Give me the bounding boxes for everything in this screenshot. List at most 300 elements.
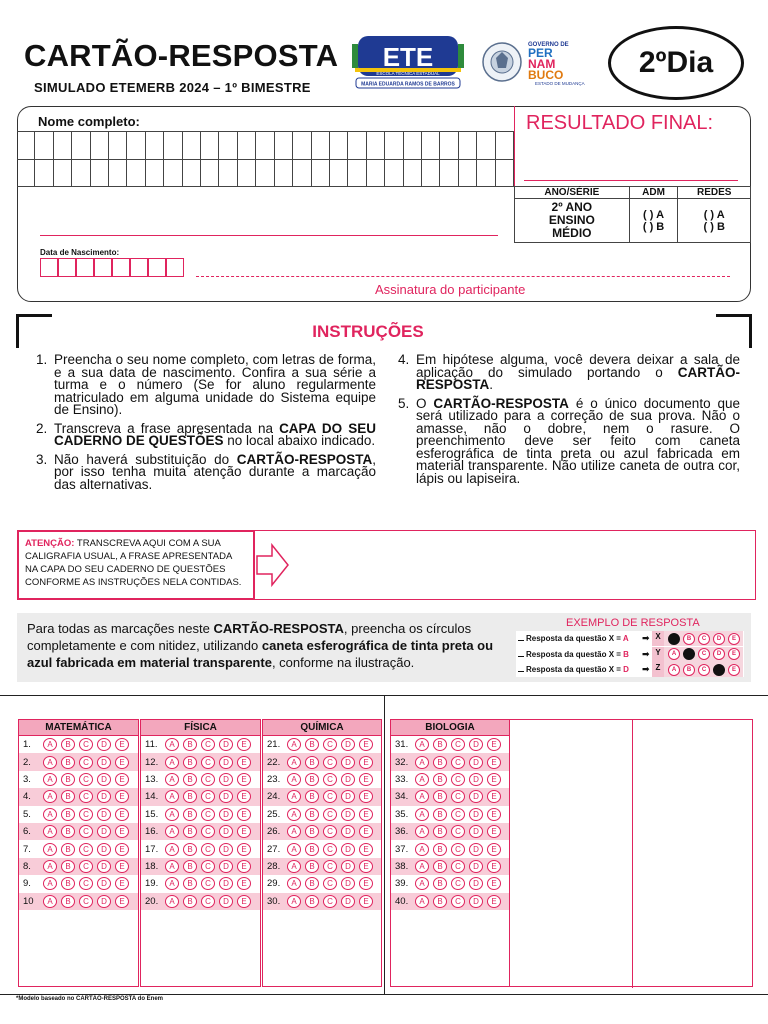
answer-bubble[interactable]: E [359,808,373,821]
name-letter-box[interactable] [72,160,90,186]
answer-bubble[interactable]: E [237,756,251,769]
name-letter-box[interactable] [385,160,403,186]
answer-bubble[interactable]: B [183,843,197,856]
answer-bubble[interactable]: A [165,773,179,786]
answer-bubble[interactable]: E [115,808,129,821]
answer-bubble[interactable]: B [183,860,197,873]
name-letter-box[interactable] [183,160,201,186]
answer-bubble[interactable]: C [79,895,93,908]
name-letter-box[interactable] [127,132,145,159]
answer-bubble[interactable]: D [219,756,233,769]
answer-bubble[interactable]: E [487,790,501,803]
name-letter-box[interactable] [330,160,348,186]
answer-bubble[interactable]: A [287,773,301,786]
name-letter-box[interactable] [219,132,237,159]
answer-bubble[interactable]: D [219,808,233,821]
name-letter-box[interactable] [293,160,311,186]
answer-bubble[interactable]: E [115,825,129,838]
answer-bubble[interactable]: A [287,738,301,751]
name-letter-box[interactable] [35,160,53,186]
answer-bubble[interactable]: E [237,808,251,821]
answer-bubble[interactable]: A [165,895,179,908]
answer-bubble[interactable]: B [433,860,447,873]
name-letter-box[interactable] [219,160,237,186]
answer-bubble[interactable]: E [237,738,251,751]
name-letter-box[interactable] [201,132,219,159]
name-letter-box[interactable] [54,132,72,159]
name-letter-box[interactable] [275,160,293,186]
name-letter-box[interactable] [312,132,330,159]
answer-bubble[interactable]: A [415,738,429,751]
question-number: 28. [267,860,281,872]
answer-bubble[interactable]: C [201,790,215,803]
answer-bubble[interactable]: B [61,895,75,908]
answer-bubble[interactable]: E [487,756,501,769]
answer-bubble[interactable]: D [469,825,483,838]
answer-bubble[interactable]: A [415,773,429,786]
answer-bubble[interactable]: A [165,790,179,803]
dob-boxes[interactable] [40,258,184,277]
answer-bubble[interactable]: D [341,877,355,890]
question-row [141,753,260,770]
answer-bubble[interactable]: E [237,860,251,873]
answer-bubble[interactable]: D [219,843,233,856]
answer-bubble[interactable]: C [201,773,215,786]
answer-bubble[interactable]: C [79,773,93,786]
answer-bubble[interactable]: D [469,877,483,890]
question-number: 25. [267,808,281,820]
answer-bubble[interactable]: B [433,773,447,786]
answer-bubble[interactable]: E [237,895,251,908]
dob-digit-box[interactable] [58,258,76,277]
dob-digit-box[interactable] [112,258,130,277]
answer-bubble[interactable]: C [323,738,337,751]
answer-bubble[interactable]: B [433,808,447,821]
answer-bubble[interactable]: D [341,773,355,786]
name-letter-box[interactable] [164,160,182,186]
answer-bubble[interactable]: A [287,756,301,769]
answer-bubble[interactable]: D [219,825,233,838]
answer-bubble[interactable]: B [433,895,447,908]
answer-bubble[interactable]: E [115,877,129,890]
question-number: 33. [395,773,409,785]
answer-bubble[interactable]: C [323,895,337,908]
question-row [141,823,260,840]
name-letter-box[interactable] [330,132,348,159]
answer-bubble[interactable]: D [97,860,111,873]
name-letter-box[interactable] [404,160,422,186]
answer-bubble[interactable]: B [61,843,75,856]
answer-bubble[interactable]: A [165,860,179,873]
dob-digit-box[interactable] [94,258,112,277]
answer-bubble[interactable]: D [341,790,355,803]
answer-bubble[interactable]: D [97,773,111,786]
redes-option-b[interactable]: ( ) B [703,220,725,233]
governo-pernambuco-logo [482,38,600,86]
answer-bubble[interactable]: E [487,773,501,786]
ete-logo-line2: MARIA EDUARDA RAMOS DE BARROS [361,81,455,88]
answer-bubble[interactable]: D [97,825,111,838]
answer-bubble[interactable]: A [43,790,57,803]
example-text-bold: CARTÃO-RESPOSTA [213,621,344,636]
name-letter-box[interactable] [348,132,366,159]
answer-bubble[interactable]: E [115,773,129,786]
answer-bubble[interactable]: B [61,756,75,769]
question-number: 34. [395,791,409,803]
answer-bubble[interactable]: B [433,843,447,856]
answer-bubble[interactable]: B [183,773,197,786]
answer-bubble[interactable]: C [323,790,337,803]
answer-bubble[interactable]: C [79,756,93,769]
answer-bubble[interactable]: E [359,773,373,786]
answer-bubble[interactable]: C [79,808,93,821]
answer-bubble[interactable]: D [469,843,483,856]
name-grid[interactable] [17,131,514,187]
answer-bubble[interactable]: A [43,808,57,821]
answer-bubble[interactable]: E [359,877,373,890]
question-row [141,771,260,788]
name-letter-box[interactable] [367,132,385,159]
answer-bubble[interactable]: D [219,773,233,786]
answer-bubble[interactable]: D [219,860,233,873]
ete-logo-line1: ESCOLA TÉCNICA ESTADUAL [376,71,440,76]
name-letter-box[interactable] [146,132,164,159]
answer-bubble[interactable]: E [487,738,501,751]
answer-bubble[interactable]: B [433,738,447,751]
name-letter-box[interactable] [404,132,422,159]
answer-bubble[interactable]: D [469,860,483,873]
answer-bubble[interactable]: E [359,895,373,908]
answer-bubble[interactable]: E [359,860,373,873]
answer-bubble[interactable]: C [323,825,337,838]
name-letter-box[interactable] [91,160,109,186]
answer-bubble[interactable]: E [237,843,251,856]
answer-bubble[interactable]: C [323,773,337,786]
answer-bubble[interactable]: E [359,756,373,769]
question-row [391,893,509,910]
answer-bubble[interactable]: B [305,773,319,786]
name-letter-box[interactable] [275,132,293,159]
answer-bubble[interactable]: D [97,808,111,821]
name-letter-box[interactable] [440,160,458,186]
answer-bubble[interactable]: E [115,738,129,751]
answer-bubble[interactable]: C [201,756,215,769]
name-letter-box[interactable] [256,132,274,159]
answer-bubble[interactable]: A [287,843,301,856]
gov-logo-line2: ESTADO DE MUDANÇA [535,81,585,86]
answer-bubble[interactable]: A [415,808,429,821]
answer-bubble[interactable]: B [183,825,197,838]
answer-bubble[interactable]: E [237,790,251,803]
answer-bubble[interactable]: C [323,860,337,873]
answer-bubble[interactable]: B [61,790,75,803]
answer-bubble[interactable]: D [97,895,111,908]
answer-bubble[interactable]: D [341,860,355,873]
answer-bubble[interactable]: E [237,773,251,786]
name-letter-box[interactable] [109,132,127,159]
answer-bubble[interactable]: A [415,895,429,908]
answer-bubble[interactable]: B [61,738,75,751]
answer-bubble[interactable]: D [341,756,355,769]
answer-bubble[interactable]: B [61,877,75,890]
answer-bubble[interactable]: C [79,877,93,890]
name-letter-box[interactable] [422,132,440,159]
name-grid-row [17,131,514,159]
name-letter-box[interactable] [91,132,109,159]
name-letter-box[interactable] [183,132,201,159]
answer-bubble[interactable]: A [415,843,429,856]
name-letter-box[interactable] [164,132,182,159]
name-letter-box[interactable] [72,132,90,159]
answer-bubble[interactable]: C [201,843,215,856]
answer-bubble[interactable]: B [183,738,197,751]
answer-bubble[interactable]: C [323,756,337,769]
answer-bubble[interactable]: B [61,773,75,786]
name-letter-box[interactable] [385,132,403,159]
question-number: 5. [23,808,31,820]
name-letter-box[interactable] [109,160,127,186]
example-bubble: E [728,664,740,676]
answer-bubble[interactable]: E [359,843,373,856]
answer-bubble[interactable]: E [237,825,251,838]
question-row [263,893,381,910]
answer-bubble[interactable]: C [79,860,93,873]
answer-bubble[interactable]: A [415,825,429,838]
answer-bubble[interactable]: C [323,808,337,821]
answer-bubble[interactable]: A [165,738,179,751]
answer-bubble[interactable]: A [287,860,301,873]
name-letter-box[interactable] [459,132,477,159]
answer-bubble[interactable]: D [341,808,355,821]
gov-logo-nam: NAM [528,57,556,71]
answer-bubble[interactable]: C [323,877,337,890]
answer-bubble[interactable]: A [165,877,179,890]
answer-bubble[interactable]: D [341,738,355,751]
question-row [141,858,260,875]
name-letter-box[interactable] [238,160,256,186]
name-letter-box[interactable] [459,160,477,186]
name-letter-box[interactable] [127,160,145,186]
answer-bubble[interactable]: D [341,843,355,856]
answer-bubble[interactable]: E [359,790,373,803]
ete-logo-text: ETE [382,42,434,72]
answer-bubble[interactable]: D [469,756,483,769]
answer-bubble[interactable]: E [115,843,129,856]
answer-bubble[interactable]: D [97,790,111,803]
adm-option-a[interactable]: ( ) A [643,208,665,221]
answer-bubble[interactable]: D [219,895,233,908]
answer-bubble[interactable]: A [165,756,179,769]
answer-bubble[interactable]: B [61,860,75,873]
question-number: 35. [395,808,409,820]
answer-bubble[interactable]: B [433,756,447,769]
name-letter-box[interactable] [54,160,72,186]
answer-bubble[interactable]: E [487,877,501,890]
name-letter-box[interactable] [17,132,35,159]
answer-bubble[interactable]: A [287,790,301,803]
answer-bubble[interactable]: D [97,756,111,769]
answer-bubble[interactable]: C [451,808,465,821]
answer-bubble[interactable]: D [97,738,111,751]
grade-header-serie: ANO/SÉRIE [515,187,630,199]
redes-option-a[interactable]: ( ) A [703,208,725,221]
name-letter-box[interactable] [256,160,274,186]
answer-bubble[interactable]: B [433,825,447,838]
answer-bubble[interactable]: D [219,790,233,803]
name-letter-box[interactable] [146,160,164,186]
answer-bubble[interactable]: B [305,860,319,873]
name-letter-box[interactable] [477,132,495,159]
answer-bubble[interactable]: A [415,860,429,873]
answer-bubble[interactable]: C [79,790,93,803]
answer-bubble[interactable]: B [61,825,75,838]
answer-bubble[interactable]: C [323,843,337,856]
answer-bubble[interactable]: D [97,877,111,890]
answer-bubble[interactable]: C [201,895,215,908]
answer-bubble[interactable]: E [115,895,129,908]
answer-bubble[interactable]: E [487,808,501,821]
answer-bubble[interactable]: D [219,738,233,751]
answer-bubble[interactable]: D [341,825,355,838]
answer-bubble[interactable]: B [305,756,319,769]
answer-bubble[interactable]: A [43,877,57,890]
answer-bubble[interactable]: A [287,825,301,838]
answer-bubble[interactable]: E [487,825,501,838]
subject-column [262,719,382,987]
answer-bubble[interactable]: B [183,808,197,821]
answer-bubble[interactable]: B [183,877,197,890]
name-letter-box[interactable] [422,160,440,186]
dob-digit-box[interactable] [166,258,184,277]
signature-line[interactable] [196,276,730,277]
answer-bubble[interactable]: E [487,843,501,856]
serie-line: MÉDIO [552,226,592,240]
answer-bubble[interactable]: E [115,790,129,803]
answer-bubble[interactable]: D [469,773,483,786]
answer-bubble[interactable]: B [183,895,197,908]
serie-line: ENSINO [548,213,595,227]
answer-bubble[interactable]: C [451,895,465,908]
answer-bubble[interactable]: D [219,877,233,890]
answer-bubble[interactable]: B [61,808,75,821]
answer-bubble[interactable]: C [201,738,215,751]
instruction-item [36,354,376,417]
answer-bubble[interactable]: B [183,790,197,803]
answer-bubble[interactable]: B [305,877,319,890]
answer-bubble[interactable]: C [79,843,93,856]
answer-bubble[interactable]: A [43,860,57,873]
answer-bubble[interactable]: C [451,825,465,838]
answer-bubble[interactable]: A [415,756,429,769]
answer-bubble[interactable]: D [469,808,483,821]
answer-bubble[interactable]: A [43,756,57,769]
name-letter-box[interactable] [35,132,53,159]
answer-bubble[interactable]: D [341,895,355,908]
answer-bubble[interactable]: A [43,825,57,838]
answer-bubble[interactable]: B [305,843,319,856]
name-letter-box[interactable] [238,132,256,159]
answer-bubble[interactable]: A [43,895,57,908]
answer-bubble[interactable]: A [43,773,57,786]
answer-bubble[interactable]: C [201,808,215,821]
answer-bubble[interactable]: D [469,895,483,908]
answer-bubble[interactable]: C [451,738,465,751]
answer-bubble[interactable]: C [79,738,93,751]
answer-bubble[interactable]: D [469,738,483,751]
answer-bubble[interactable]: A [165,843,179,856]
answer-bubble[interactable]: B [433,877,447,890]
answer-bubble[interactable]: D [469,790,483,803]
answer-bubble[interactable]: D [97,843,111,856]
answer-bubble[interactable]: E [359,738,373,751]
adm-option-b[interactable]: ( ) B [642,220,665,233]
answer-bubble[interactable]: C [451,860,465,873]
answer-bubble[interactable]: C [451,843,465,856]
answer-bubble[interactable]: B [305,895,319,908]
question-number: 9. [23,878,31,890]
name-letter-box[interactable] [496,160,514,186]
answer-bubble[interactable]: E [487,860,501,873]
answer-bubble[interactable]: B [183,756,197,769]
example-row-letter: Z [652,662,664,677]
answer-bubble[interactable]: C [451,877,465,890]
answer-bubble[interactable]: A [415,790,429,803]
answer-bubble[interactable]: A [43,738,57,751]
question-number: 23. [267,773,281,785]
answer-bubble[interactable]: A [287,808,301,821]
name-letter-box[interactable] [477,160,495,186]
answer-bubble[interactable]: A [43,843,57,856]
example-text-bold: caneta esferográfica de tinta preta ou azul fabricada em material transparente [27,638,494,670]
answer-bubble[interactable]: B [305,790,319,803]
name-letter-box[interactable] [496,132,514,159]
answer-bubble[interactable]: B [305,738,319,751]
dob-digit-box[interactable] [76,258,94,277]
answer-bubble[interactable]: A [287,877,301,890]
answer-bubble[interactable]: A [287,895,301,908]
dob-digit-box[interactable] [148,258,166,277]
answer-bubble[interactable]: C [201,825,215,838]
name-letter-box[interactable] [312,160,330,186]
name-letter-box[interactable] [367,160,385,186]
name-letter-box[interactable] [440,132,458,159]
name-letter-box[interactable] [201,160,219,186]
answer-bubble[interactable]: C [201,877,215,890]
answer-bubble[interactable]: E [115,756,129,769]
answer-bubble[interactable]: B [305,808,319,821]
answer-bubble[interactable]: C [451,756,465,769]
answer-bubble[interactable]: B [305,825,319,838]
answer-bubble[interactable]: C [79,825,93,838]
answer-bubble[interactable]: E [359,825,373,838]
answer-bubble[interactable]: C [451,773,465,786]
answer-bubble[interactable]: C [451,790,465,803]
answer-bubble[interactable]: E [487,895,501,908]
name-letter-box[interactable] [17,160,35,186]
answer-bubble[interactable]: E [237,877,251,890]
name-letter-box[interactable] [293,132,311,159]
answer-bubble[interactable]: A [415,877,429,890]
name-letter-box[interactable] [348,160,366,186]
dob-digit-box[interactable] [40,258,58,277]
answer-bubble[interactable]: B [433,790,447,803]
example-bubbles [664,662,743,677]
answer-bubble[interactable]: E [115,860,129,873]
answer-bubble[interactable]: A [165,825,179,838]
answer-bubble[interactable]: A [165,808,179,821]
dob-digit-box[interactable] [130,258,148,277]
answer-bubble[interactable]: C [201,860,215,873]
